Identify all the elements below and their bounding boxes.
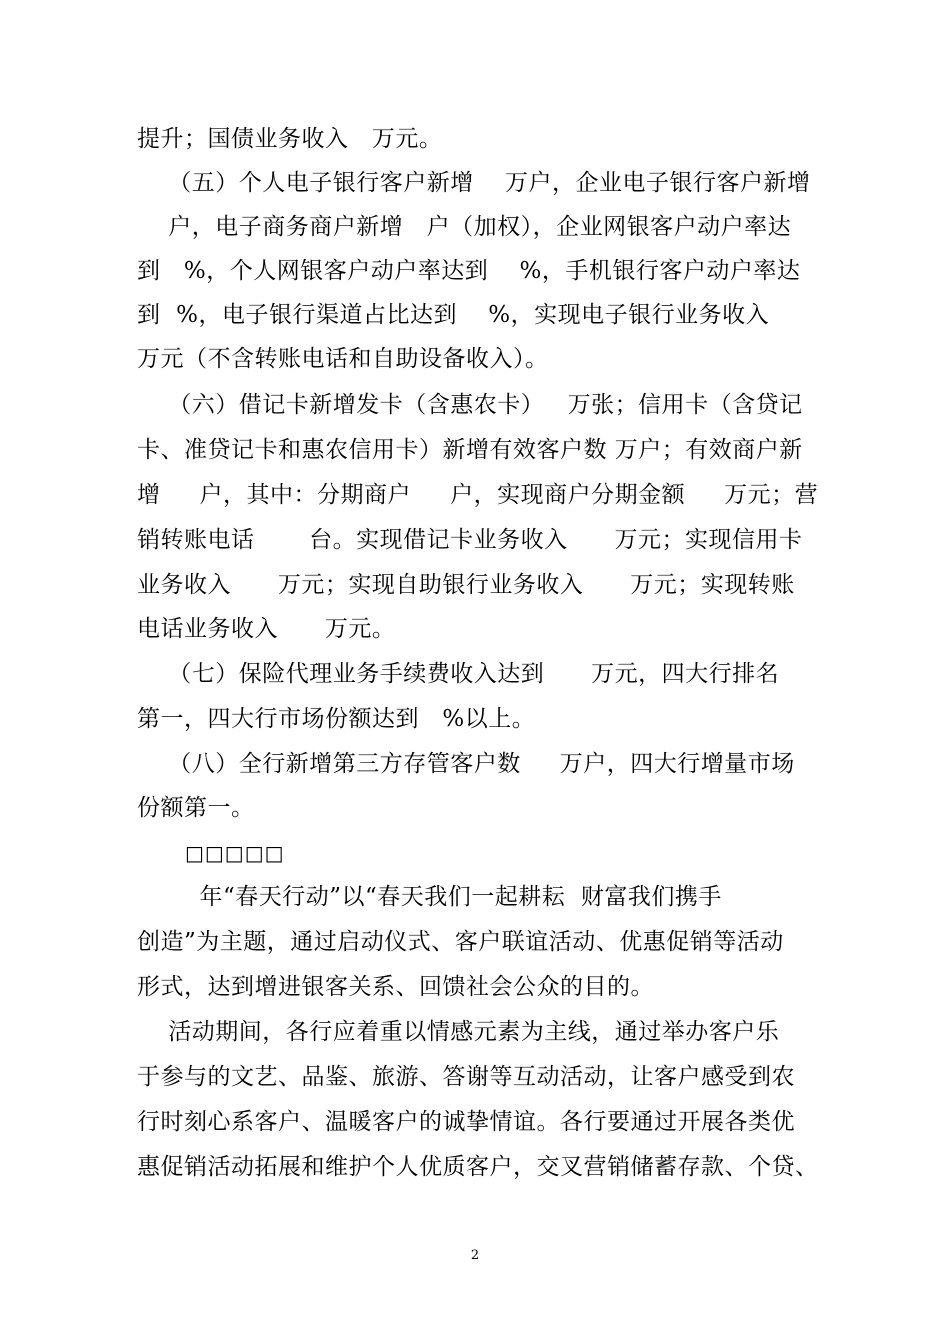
text-line: 活动期间，各行应着重以情感元素为主线，通过举办客户乐 <box>137 1019 780 1045</box>
text-line: 到 %，个人网银客户动户率达到 %，手机银行客户动户率达 <box>137 258 801 284</box>
text-line: 形式，达到增进银客关系、回馈社会公众的目的。 <box>137 974 654 1000</box>
text-line: 第一，四大行市场份额达到 %以上。 <box>137 706 536 732</box>
text-line: 销转账电话 台。实现借记卡业务收入 万元；实现信用卡 <box>137 527 803 553</box>
text-line: 年“春天行动”以“春天我们一起耕耘 财富我们携手 <box>137 884 722 910</box>
text-line: 于参与的文艺、品鉴、旅游、答谢等互动活动，让客户感受到农 <box>137 1064 795 1090</box>
text-line: （七）保险代理业务手续费收入达到 万元，四大行排名 <box>137 661 780 687</box>
text-line: 户，电子商务商户新增 户（加权），企业网银客户动户率达 <box>137 214 792 240</box>
text-line: 提升；国债业务收入 万元。 <box>137 126 443 152</box>
text-line: （八）全行新增第三方存管客户数 万户，四大行增量市场 <box>137 751 795 777</box>
text-line: （六）借记卡新增发卡（含惠农卡） 万张；信用卡（含贷记 <box>137 392 803 418</box>
text-line: 创造”为主题，通过启动仪式、客户联谊活动、优惠促销等活动 <box>137 929 784 955</box>
section-heading: □□□□□ <box>185 841 285 865</box>
text-line: 业务收入 万元；实现自助银行业务收入 万元；实现转账 <box>137 572 795 598</box>
text-line: （五）个人电子银行客户新增 万户，企业电子银行客户新增 <box>137 170 811 196</box>
text-line: 卡、准贷记卡和惠农信用卡）新增有效客户数 万户；有效商户新 <box>137 437 803 463</box>
text-line: 行时刻心系客户、温暖客户的诚挚情谊。各行要通过开展各类优 <box>137 1109 795 1135</box>
text-line: 惠促销活动拓展和维护个人优质客户，交叉营销储蓄存款、个贷、 <box>137 1154 819 1180</box>
text-line: 万元（不含转账电话和自助设备收入）。 <box>137 346 549 372</box>
text-line: 份额第一。 <box>137 795 255 821</box>
text-line: 到 %，电子银行渠道占比达到 %，实现电子银行业务收入 <box>137 302 770 328</box>
text-line: 电话业务收入 万元。 <box>137 616 396 642</box>
page-number: 2 <box>470 1248 480 1263</box>
text-line: 增 户，其中：分期商户 户，实现商户分期金额 万元；营 <box>137 482 819 508</box>
